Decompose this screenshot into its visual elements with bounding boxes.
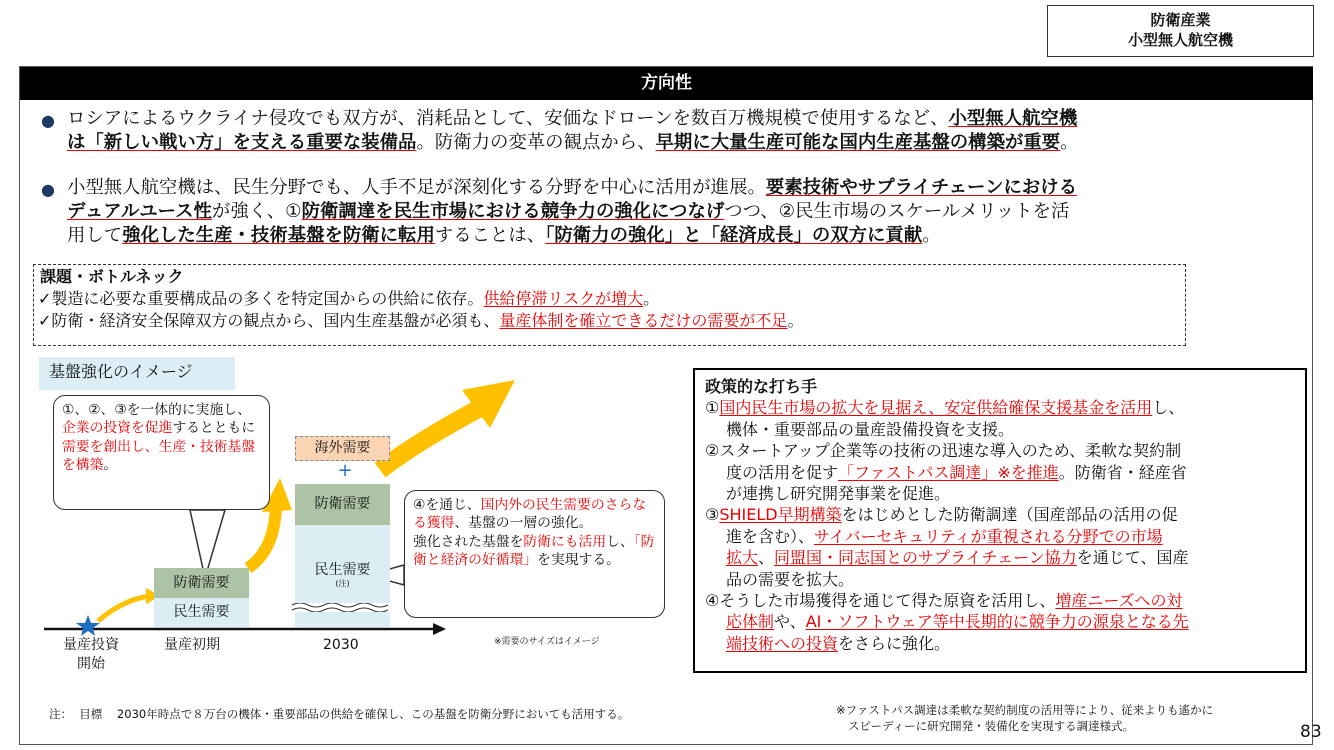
p1-emph-1: 小型無人航空機: [948, 108, 1078, 129]
policy-red: 同盟国・同志国とのサプライチェーン協力: [774, 548, 1077, 568]
policy-text: を通じて、国産: [1076, 548, 1189, 568]
policy-red: 端技術への投資: [726, 633, 839, 653]
issue-1-text: ✓製造に必要な重要構成品の多くを特定国からの供給に依存。: [38, 289, 484, 308]
policy-1: [705, 397, 1295, 418]
policy-text: 進を含む）、: [726, 526, 815, 546]
p1-emph-3: 早期に大量生産可能な国内生産基盤の構築が重要: [655, 132, 1061, 153]
issue-2-red: 量産体制を確立できるだけの需要が不足: [499, 311, 788, 330]
policy-3-cont: [705, 526, 1295, 547]
policy-text: ①: [705, 398, 720, 418]
policy-text: 。防衛省・経産省: [1058, 462, 1187, 482]
policy-4-cont2: [705, 633, 1295, 654]
issues-title: 課題・ボトルネック: [40, 267, 184, 286]
policy-1-cont: 機体・重要部品の量産設備投資を支援。: [726, 419, 1015, 439]
overseas-demand-bar: 海外需要: [295, 436, 390, 461]
axis-label-2030: 2030: [323, 637, 359, 653]
growth-arrow-1: [98, 596, 152, 621]
policy-red: サイバーセキュリティが重視される分野での市場: [814, 526, 1163, 546]
p2-text-4: 用して: [67, 225, 123, 246]
policy-text: 度の活用を促す: [726, 462, 839, 482]
p2-text-3: つつ、②民生市場のスケールメリットを活: [724, 201, 1070, 222]
policy-2-cont2: が連携し研究開発事業を促進。: [726, 484, 951, 504]
size-note: ※需要のサイズはイメージ: [494, 637, 600, 647]
p2-text: 小型無人航空機は、民生分野でも、人手不足が深刻化する分野を中心に活用が進展。: [67, 177, 766, 198]
y2030-civil-bar: [295, 525, 390, 603]
bubble2-text: ④を通じ、: [413, 497, 481, 513]
y2030-civil-bar-base: [295, 612, 390, 627]
footnote: 注： 目標 2030年時点で８万台の機体・重要部品の供給を確保し、この基盤を防衛分野においても活用する。: [49, 707, 630, 721]
axis-arrowhead: [433, 623, 446, 635]
p2-emph-2: デュアルユース性: [67, 201, 212, 222]
category-box: [1047, 5, 1314, 57]
bubble2-red: 国内外の民生需要のさらなる獲得: [413, 497, 647, 532]
p2-text-2: が強く、①: [211, 201, 302, 222]
y2030-defense-bar: 防衛需要: [295, 484, 390, 525]
category-line1: 防衛産業: [1150, 11, 1211, 29]
p1-text-2: 。防衛力の変革の観点から、: [416, 132, 656, 153]
bubble2-text-5: を実現する。: [537, 551, 620, 568]
growth-arrow-2: [248, 505, 276, 568]
policy-box: [693, 368, 1307, 673]
policy-red: 増産ニーズへの対: [1055, 591, 1183, 611]
fastpath-note-2: スピーディーに研究開発・装備化を実現する調達様式。: [848, 719, 1135, 733]
p2-emph-1: 要素技術やサプライチェーンにおける: [765, 177, 1078, 198]
policy-red: 拡大: [726, 548, 759, 568]
issue-1-end: 。: [643, 289, 660, 308]
speech-bubble-1: [53, 395, 270, 510]
policy-red: 国内民生市場の拡大を見据え、安定供給確保支援基金を活用: [719, 398, 1153, 418]
policy-2-cont: [705, 462, 1295, 483]
policy-4-cont: [705, 611, 1295, 632]
p1-text: ロシアによるウクライナ侵攻でも双方が、消耗品として、安価なドローンを数百万機規模で使用するなど、: [67, 108, 949, 129]
early-civil-bar: 民生需要: [154, 598, 249, 627]
p1-text-3: 。: [1060, 132, 1079, 153]
policy-red: AI・ソフトウェア等中長期的に競争力の源泉となる先: [805, 612, 1189, 632]
policy-text: ④そうした市場獲得を通じて得た原資を活用し、: [705, 591, 1056, 611]
bullet-icon: ●: [41, 180, 55, 199]
policy-3-cont2: [705, 547, 1295, 568]
image-label: 基盤強化のイメージ: [39, 357, 235, 390]
bubble2-text-3: 強化された基盤を: [413, 533, 524, 550]
axis-label-start: 量産投資 開始: [63, 637, 119, 672]
p2-emph-5: 「防衛力の強化」と「経済成長」の双方に貢献: [545, 225, 923, 246]
p2-text-5: することは、: [434, 225, 546, 246]
policy-2: ②スタートアップ企業等の技術の迅速な導入のため、柔軟な契約制: [705, 441, 1182, 461]
policy-text: や、: [774, 612, 806, 632]
p2-emph-4: 強化した生産・技術基盤を防衛に転用: [122, 225, 435, 246]
policy-red: 応体制: [726, 612, 775, 632]
axis-label-early: 量産初期: [164, 637, 220, 653]
issue-2-text: ✓防衛・経済安全保障双方の観点から、国内生産基盤が必須も、: [38, 311, 500, 330]
bullet-icon: ●: [41, 111, 55, 130]
policy-text: をはじめとした防衛調達（国産部品の活用の促: [841, 505, 1178, 525]
bubble1-text-2: するとともに: [172, 420, 256, 437]
bubble2-red-2: 防衛にも活用: [523, 533, 607, 550]
fastpath-note-1: ※ファストパス調達は柔軟な契約制度の活用等により、従来よりも遙かに: [836, 703, 1214, 717]
bubble2-text-2: 、基盤の一層の強化。: [454, 515, 593, 532]
y2030-civil-label: 民生需要: [314, 562, 371, 578]
policy-3: [705, 504, 1295, 525]
bubble2-red-3: 「防衛と経済の好循環」: [413, 533, 655, 568]
policy-3-cont3: 品の需要を拡大。: [726, 569, 855, 589]
bubble1-red-2: 需要を創出し、生産・技術基盤を構築: [62, 438, 256, 473]
growth-arrow-3: [380, 408, 480, 470]
policy-4: [705, 590, 1295, 611]
policy-red: SHIELD早期構築: [719, 505, 842, 525]
p2-emph-3: 防衛調達を民生市場における競争力の強化につなげ: [301, 201, 725, 222]
note-mark: (注): [335, 579, 350, 588]
bubble1-text: ①、②、③を一体的に実施し、: [62, 402, 251, 418]
plus-sign: +: [337, 460, 353, 481]
page-number: 83: [1300, 722, 1322, 742]
bubble1-text-3: 。: [103, 456, 118, 473]
issue-2-end: 。: [787, 311, 804, 330]
section-header: 方向性: [20, 67, 1313, 100]
p1-emph-2: は「新しい戦い方」を支える重要な装備品: [67, 132, 417, 153]
policy-red: 「ファストパス調達」※を推進: [838, 462, 1059, 482]
bubble1-red: 企業の投資を促進: [62, 420, 173, 437]
speech-bubble-2: [404, 490, 665, 618]
policy-text: をさらに強化。: [838, 633, 951, 653]
bubble2-text-4: し、: [606, 533, 634, 550]
p2-text-6: 。: [922, 225, 941, 246]
policy-text: 、: [758, 548, 775, 568]
fastpath-note: [836, 702, 1213, 734]
category-line2: 小型無人航空機: [1127, 31, 1233, 49]
issue-1-red: 供給停滞リスクが増大: [483, 289, 644, 308]
policy-text: し、: [1152, 398, 1185, 418]
star-icon: [76, 615, 100, 636]
policy-title: 政策的な打ち手: [705, 377, 818, 396]
wave-line: [292, 603, 388, 607]
policy-text: ③: [705, 505, 720, 525]
early-defense-bar: 防衛需要: [154, 568, 249, 598]
